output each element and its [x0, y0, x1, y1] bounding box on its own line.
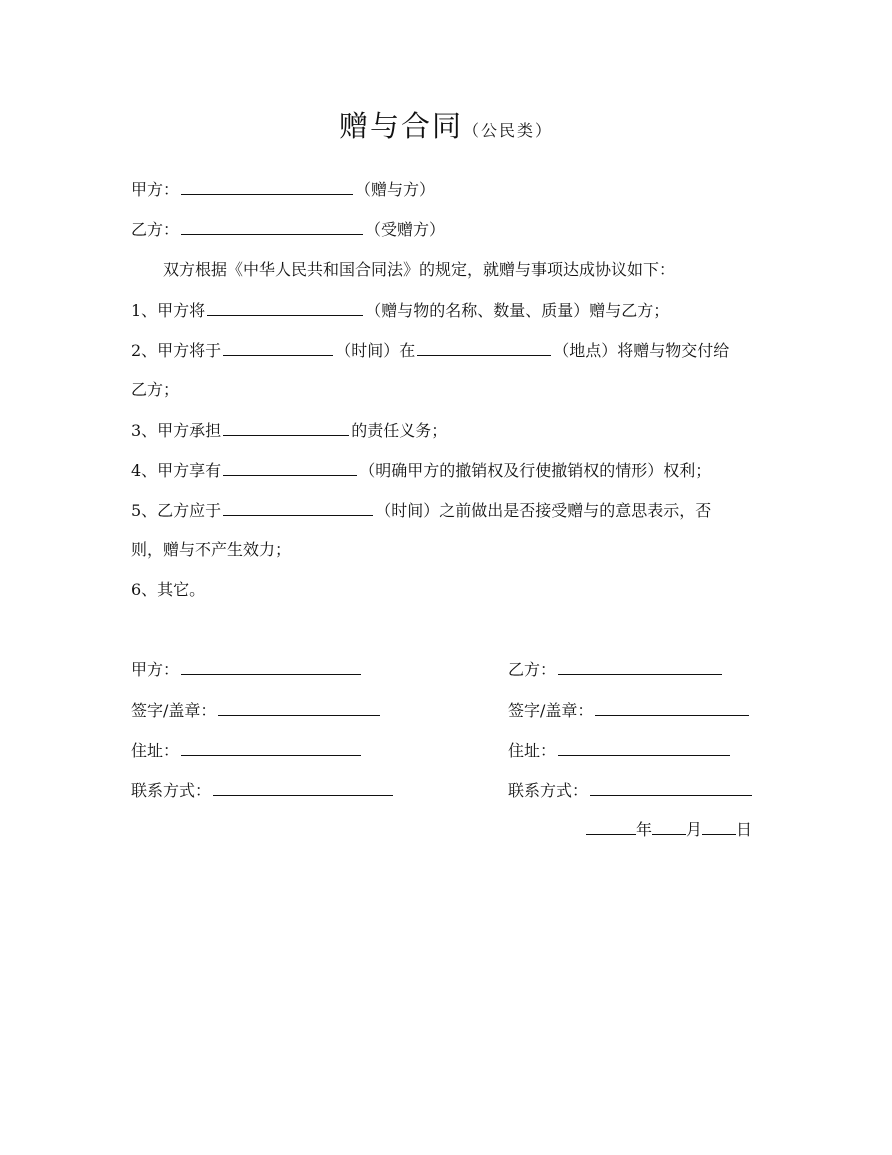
clause-4-suffix: （明确甲方的撤销权及行使撤销权的情形）权利； — [359, 461, 712, 480]
preamble: 双方根据《中华人民共和国合同法》的规定，就赠与事项达成协议如下： — [163, 260, 676, 279]
sig-right-address-blank[interactable] — [558, 738, 730, 756]
sig-right-contact — [508, 778, 754, 803]
party-b-label: 乙方： — [131, 220, 180, 239]
date-line — [586, 817, 752, 842]
sig-left-address — [131, 738, 363, 763]
clause-3-prefix: 3、甲方承担 — [131, 421, 222, 440]
sig-right-sign — [508, 698, 751, 723]
clause-2-time-blank[interactable] — [223, 338, 333, 356]
clause-2-continued: 乙方； — [131, 380, 180, 399]
date-year-blank[interactable] — [586, 817, 636, 835]
sig-left-contact-label: 联系方式： — [131, 781, 212, 800]
party-b-line — [131, 217, 445, 242]
party-b-note: （受赠方） — [365, 220, 446, 239]
clause-3 — [131, 418, 447, 443]
clause-1-prefix: 1、甲方将 — [131, 301, 206, 320]
sig-right-address — [508, 738, 732, 763]
clause-2-place-blank[interactable] — [417, 338, 551, 356]
sig-left-party — [131, 657, 363, 682]
party-a-label: 甲方： — [131, 180, 180, 199]
clause-1-blank[interactable] — [207, 298, 363, 316]
party-a-line — [131, 177, 435, 202]
clause-1 — [131, 298, 669, 323]
party-b-blank[interactable] — [181, 217, 363, 235]
clause-5-blank[interactable] — [223, 498, 373, 516]
clause-6: 6、其它。 — [131, 580, 206, 599]
clause-4-prefix: 4、甲方享有 — [131, 461, 222, 480]
sig-right-sign-blank[interactable] — [595, 698, 749, 716]
sig-right-sign-label: 签字/盖章： — [508, 701, 594, 720]
clause-3-blank[interactable] — [223, 418, 349, 436]
clause-3-suffix: 的责任义务； — [351, 421, 448, 440]
date-day-label: 日 — [736, 820, 753, 839]
party-a-blank[interactable] — [181, 177, 353, 195]
sig-left-address-label: 住址： — [131, 741, 180, 760]
clause-5-suffix: （时间）之前做出是否接受赠与的意思表示，否 — [375, 501, 712, 520]
clause-4 — [131, 458, 711, 483]
sig-right-party-label: 乙方： — [508, 660, 557, 679]
sig-right-party-blank[interactable] — [558, 657, 722, 675]
title-subtitle: （公民类） — [463, 121, 554, 140]
clause-5-continued: 则，赠与不产生效力； — [131, 540, 292, 559]
sig-left-party-blank[interactable] — [181, 657, 361, 675]
date-year-label: 年 — [636, 820, 653, 839]
party-a-note: （赠与方） — [355, 180, 436, 199]
sig-right-address-label: 住址： — [508, 741, 557, 760]
sig-left-party-label: 甲方： — [131, 660, 180, 679]
clause-5-prefix: 5、乙方应于 — [131, 501, 222, 520]
sig-left-contact — [131, 778, 395, 803]
clause-2-mid1: （时间）在 — [335, 341, 416, 360]
clause-2 — [131, 338, 729, 363]
clause-5 — [131, 498, 711, 523]
clause-2-mid2: （地点）将赠与物交付给 — [553, 341, 730, 360]
title-main: 赠与合同 — [338, 109, 463, 143]
sig-right-party — [508, 657, 724, 682]
sig-left-sign-label: 签字/盖章： — [131, 701, 217, 720]
date-month-label: 月 — [686, 820, 703, 839]
clause-2-prefix: 2、甲方将于 — [131, 341, 222, 360]
sig-left-sign — [131, 698, 382, 723]
sig-left-sign-blank[interactable] — [218, 698, 380, 716]
sig-right-contact-blank[interactable] — [590, 778, 752, 796]
sig-left-contact-blank[interactable] — [213, 778, 393, 796]
clause-4-blank[interactable] — [223, 458, 357, 476]
clause-1-suffix: （赠与物的名称、数量、质量）赠与乙方； — [365, 301, 670, 320]
sig-left-address-blank[interactable] — [181, 738, 361, 756]
date-day-blank[interactable] — [702, 817, 736, 835]
sig-right-contact-label: 联系方式： — [508, 781, 589, 800]
document-title — [0, 104, 892, 153]
date-month-blank[interactable] — [652, 817, 686, 835]
